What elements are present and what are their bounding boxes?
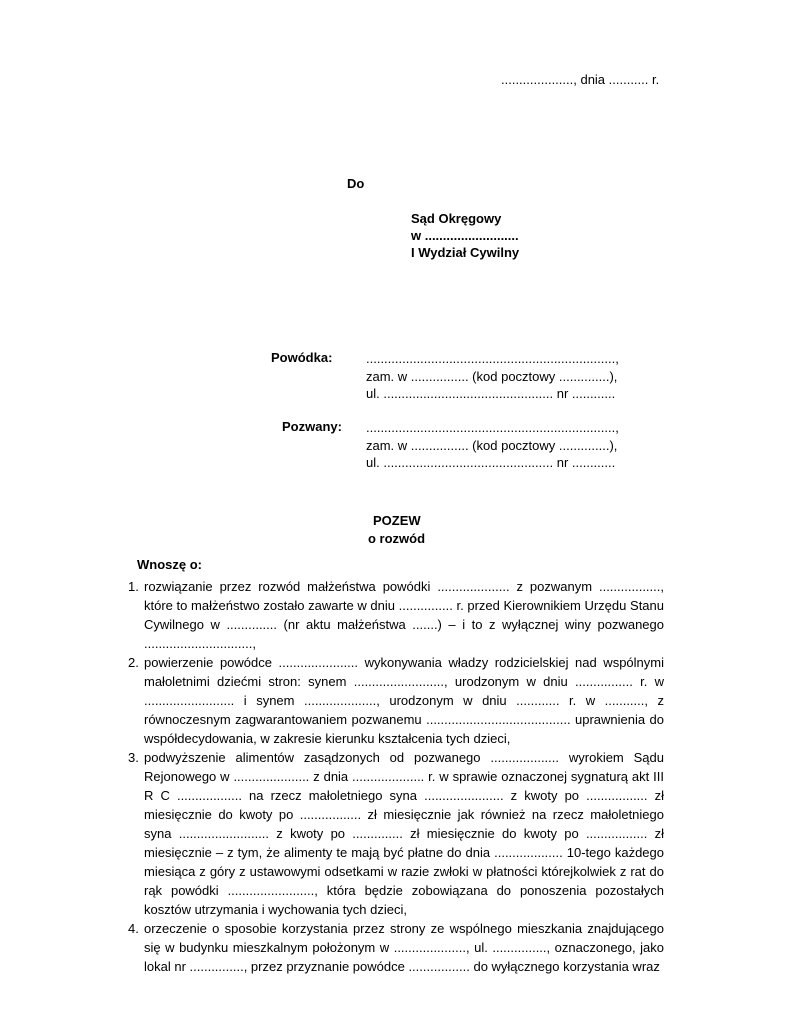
plaintiff-address-line: zam. w ................ (kod pocztowy ..............), <box>366 369 618 384</box>
court-name: Sąd Okręgowy <box>411 211 502 226</box>
document-title: POZEW <box>373 513 421 528</box>
court-department: I Wydział Cywilny <box>411 245 520 260</box>
place-date-line: ...................., dnia ........... r. <box>501 72 660 87</box>
request-number: 3. <box>128 750 139 765</box>
defendant-street-line: ul. ............................................... nr ............ <box>366 455 616 470</box>
request-list <box>128 577 664 976</box>
list-item <box>128 653 664 748</box>
list-item <box>128 919 664 976</box>
defendant-name-line: ....................................................................., <box>366 420 619 435</box>
plaintiff-name-line: ....................................................................., <box>366 351 619 366</box>
list-item <box>128 748 664 919</box>
request-text: orzeczenie o sposobie korzystania przez strony ze wspólnego mieszkania znajdującego się w budynku mieszkalnym położonym w ...................., ul. ..............., oznaczonego, jako lokal nr ..............., przez przyznanie powódce ................. do wyłącznego korzystania wraz <box>144 921 664 974</box>
request-number: 1. <box>128 579 139 594</box>
request-text: rozwiązanie przez rozwód małżeństwa powódki .................... z pozwanym ................., które to małżeństwo zostało zawarte w dniu ............... r. przed Kierownikiem Urzędu Stanu Cywilnego w .............. (nr aktu małżeństwa .......) – i to z wyłącznej winy pozwanego .............................., <box>144 579 664 651</box>
defendant-address-line: zam. w ................ (kod pocztowy ..............), <box>366 438 618 453</box>
request-number: 4. <box>128 921 139 936</box>
request-number: 2. <box>128 655 139 670</box>
plaintiff-label: Powódka: <box>271 350 333 365</box>
document-subtitle: o rozwód <box>368 531 426 546</box>
plaintiff-street-line: ul. ............................................... nr ............ <box>366 386 616 401</box>
request-heading: Wnoszę o: <box>137 557 202 572</box>
request-text: powierzenie powódce ...................... wykonywania władzy rodzicielskiej nad wspólnymi małoletnimi dziećmi stron: synem ........................., urodzonym w dniu ................ r. w ......................... i synem ...................., urodzonym w dniu ............ r. w ..........., z równoczesnym zagwarantowaniem pozwanemu ........................................ uprawnienia do współdecydowania, w zakresie kierunku kształcenia tych dzieci, <box>144 655 664 746</box>
request-text: podwyższenie alimentów zasądzonych od pozwanego ................... wyrokiem Sądu Rejonowego w ..................... z dnia .................... r. w sprawie oznaczonej sygnaturą akt III R C .................. na rzecz małoletniego syna ...................... z kwoty po ................. zł miesięcznie do kwoty po ................. zł miesięcznie jak również na rzecz małoletniego syna ......................... z kwoty po .............. zł miesięcznie do kwoty po ................. zł miesięcznie – z tym, że alimenty te mają być płatne do dnia ................... 10-tego każdego miesiąca z góry z ustawowymi odsetkami w razie zwłoki w płatności którejkolwiek z rat do rąk powódki ........................, która będzie zobowiązana do ponoszenia pozostałych kosztów utrzymania i wychowania tych dzieci, <box>144 750 664 917</box>
addressee-to-label: Do <box>347 176 365 191</box>
court-city: w .......................... <box>411 228 519 243</box>
list-item <box>128 577 664 653</box>
defendant-label: Pozwany: <box>282 419 342 434</box>
